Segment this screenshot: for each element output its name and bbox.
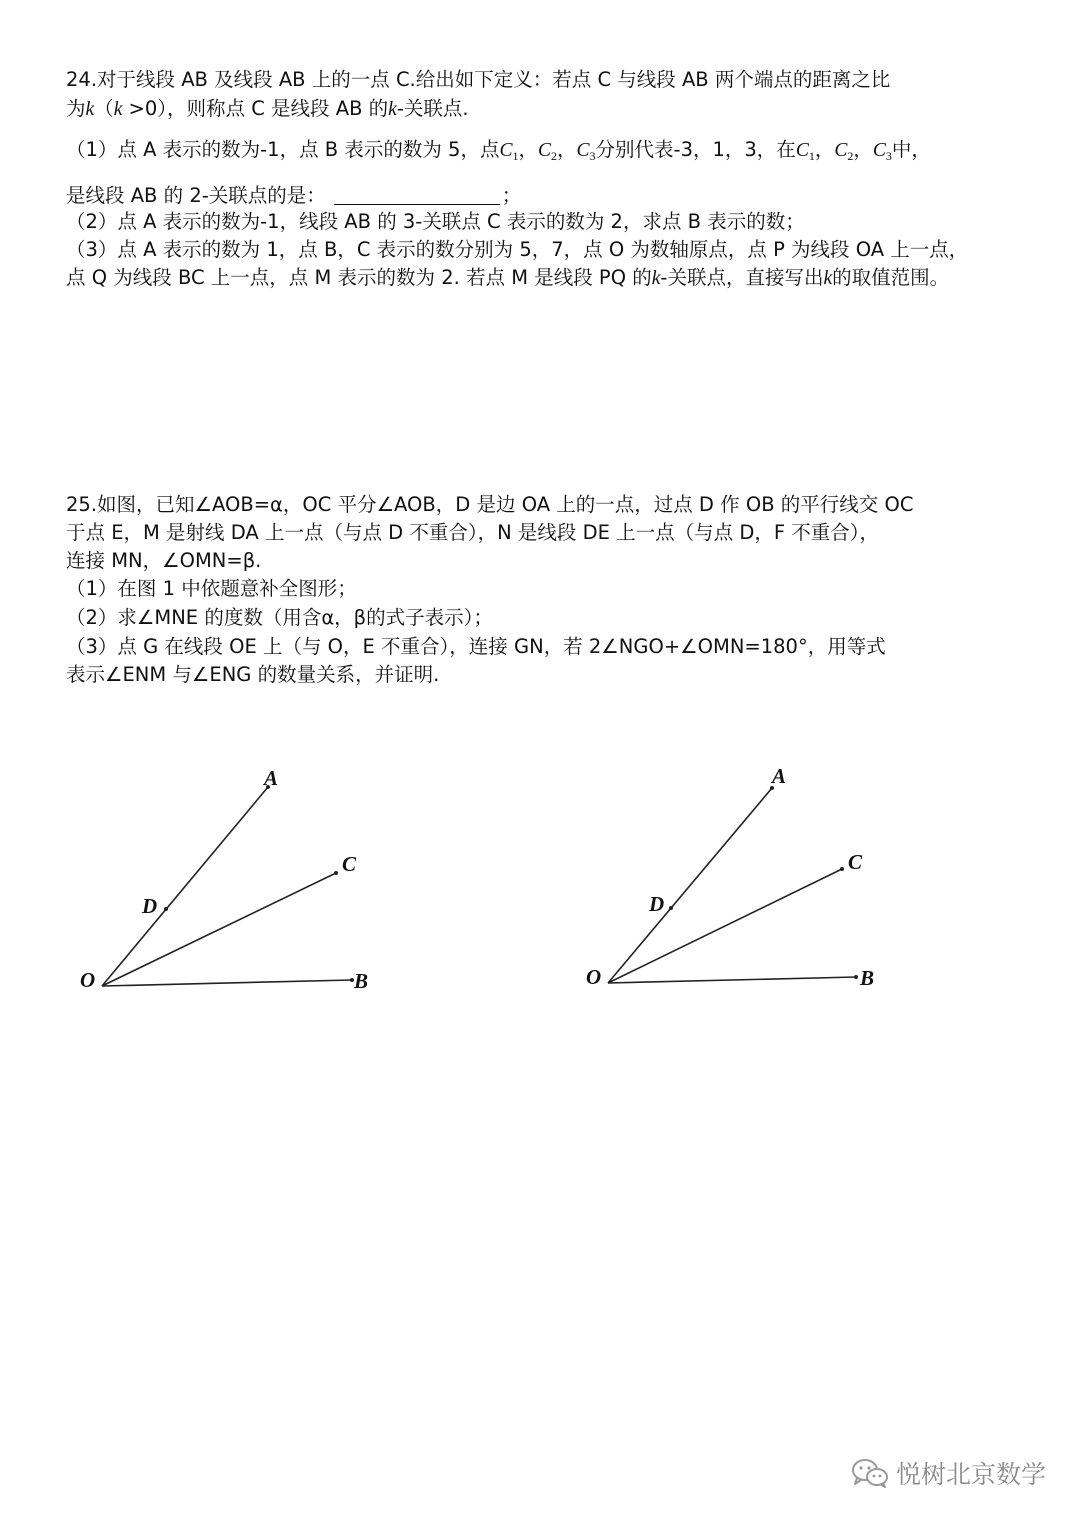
label-b: B	[860, 966, 875, 990]
label-d: D	[142, 894, 158, 918]
watermark-text: 悦树北京数学	[895, 1460, 1046, 1489]
figure-1	[70, 755, 390, 1005]
q25-part-3-line-2: 表示∠ENM 与∠ENG 的数量关系，并证明.	[66, 663, 440, 686]
q24-k-symbol: k	[823, 268, 833, 289]
comma: ，	[518, 138, 538, 161]
point-c1: $C_1$	[499, 140, 519, 163]
q24-text: （1）点 A 表示的数为-1，点 B 表示的数为 5，点	[66, 138, 500, 161]
point-c2: $C_2$	[538, 140, 558, 163]
q24-text: -关联点.	[396, 97, 469, 120]
q24-text: 为	[66, 97, 86, 120]
q24-text: >0），则称点 C 是线段 AB 的	[122, 97, 389, 120]
q24-k-symbol: k	[113, 99, 123, 120]
label-o: O	[586, 965, 602, 989]
q25-part-2: （2）求∠MNE 的度数（用含α，β的式子表示）；	[66, 606, 493, 629]
figure-2	[576, 752, 896, 1002]
label-a: A	[264, 766, 279, 790]
ray-oc	[102, 873, 336, 986]
watermark	[850, 1455, 1046, 1491]
label-a: A	[772, 764, 787, 788]
label-b: B	[354, 969, 369, 993]
point-b-dot	[854, 975, 858, 979]
ray-ob	[102, 980, 352, 986]
point-c3: $C_3$	[872, 140, 892, 163]
label-o: O	[80, 968, 96, 992]
comma: ，	[814, 138, 835, 161]
q24-text: 分别代表-3，1，3，在	[595, 138, 796, 161]
q24-text: ；	[501, 184, 522, 207]
q24-text: 点 Q 为线段 BC 上一点，点 M 表示的数为 2. 若点 M 是线段 PQ 的	[66, 266, 652, 289]
ray-oc	[608, 869, 842, 983]
q24-part-1-answer	[66, 182, 521, 208]
label-c: C	[342, 852, 357, 876]
q25-part-3-line-1: （3）点 G 在线段 OE 上（与 O，E 不重合），连接 GN，若 2∠NGO+∠OMN=180°，用等式	[66, 635, 886, 658]
q24-text: 的取值范围。	[832, 266, 950, 289]
point-c2: $C_2$	[834, 140, 854, 163]
ray-oa	[102, 787, 268, 986]
comma: ，	[853, 138, 873, 161]
q24-k-symbol: k	[651, 268, 661, 289]
label-d: D	[649, 892, 665, 916]
point-c-dot	[840, 867, 844, 871]
point-d-dot	[669, 906, 673, 910]
q24-line-2	[66, 97, 469, 122]
q25-line-3: 连接 MN，∠OMN=β.	[66, 549, 262, 572]
q25-line-1: 25.如图，已知∠AOB=α，OC 平分∠AOB，D 是边 OA 上的一点，过点 D 作 OB 的平行线交 OC	[66, 493, 914, 516]
q25-line-2: 于点 E，M 是射线 DA 上一点（与点 D 不重合），N 是线段 DE 上一点（与点 D，F 不重合），	[66, 521, 880, 544]
q24-k-symbol: k	[388, 99, 397, 120]
q24-line-1: 24.对于线段 AB 及线段 AB 上的一点 C.给出如下定义：若点 C 与线段 AB 两个端点的距离之比	[66, 68, 891, 91]
q24-part-2: （2）点 A 表示的数为-1，线段 AB 的 3-关联点 C 表示的数为 2，求点 B 表示的数；	[66, 210, 805, 233]
q24-text: 中，	[891, 138, 931, 161]
label-c: C	[848, 850, 863, 874]
q24-part-3-line-1: （3）点 A 表示的数为 1，点 B，C 表示的数分别为 5，7，点 O 为数轴原点，点 P 为线段 OA 上一点，	[66, 238, 969, 261]
q25-part-1: （1）在图 1 中依题意补全图形；	[66, 577, 357, 600]
point-c3: $C_3$	[576, 140, 596, 163]
wechat-icon	[850, 1457, 890, 1489]
q24-text: 是线段 AB 的 2-关联点的是：	[66, 184, 326, 207]
ray-ob	[608, 977, 856, 983]
comma: ，	[557, 138, 577, 161]
ray-oa	[608, 788, 772, 983]
answer-blank[interactable]	[334, 182, 500, 205]
q24-part-1	[66, 138, 931, 168]
q24-k-symbol: k	[85, 99, 95, 120]
point-d-dot	[164, 907, 168, 911]
point-c-dot	[334, 871, 338, 875]
q24-text: （	[94, 97, 114, 120]
point-c1: $C_1$	[795, 140, 815, 163]
q24-part-3-line-2	[66, 266, 949, 291]
q24-text: -关联点，直接写出	[660, 266, 824, 289]
